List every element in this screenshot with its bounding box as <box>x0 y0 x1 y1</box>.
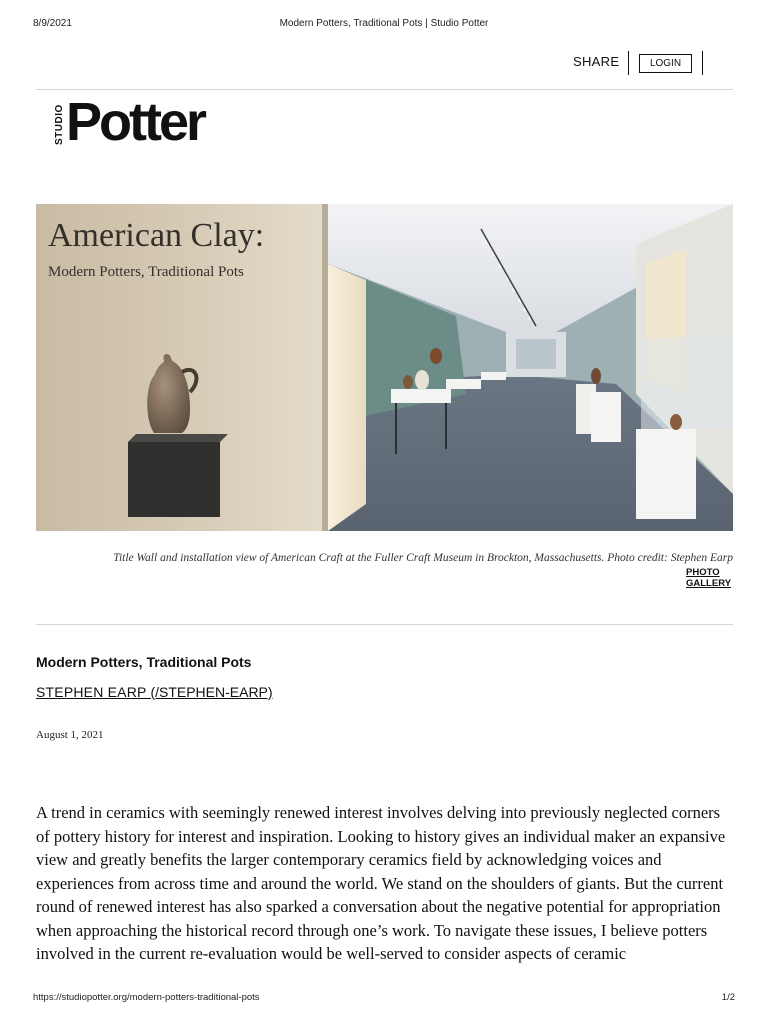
print-footer <box>0 992 768 1006</box>
author-slug: (/STEPHEN-EARP) <box>150 684 273 700</box>
gallery-line-1: PHOTO <box>686 567 720 578</box>
print-date: 8/9/2021 <box>33 18 72 29</box>
print-page-number: 1/2 <box>721 992 735 1003</box>
author-name: STEPHEN EARP <box>36 684 147 700</box>
hero-image <box>36 204 733 531</box>
logo-studio-text: STUDIO <box>54 104 65 146</box>
author-link[interactable] <box>36 684 273 700</box>
article-title: Modern Potters, Traditional Pots <box>36 654 252 670</box>
photo-gallery-link[interactable] <box>686 567 731 589</box>
gallery-line-2: GALLERY <box>686 578 732 589</box>
divider-right <box>702 51 703 75</box>
section-divider <box>36 624 733 625</box>
gallery-photo <box>36 204 733 531</box>
print-url: https://studiopotter.org/modern-potters-traditional-pots <box>33 992 260 1003</box>
studio-potter-logo[interactable] <box>54 92 234 155</box>
print-header <box>0 18 768 32</box>
photo-caption: Title Wall and installation view of American Craft at the Fuller Craft Museum in Brockton, Massachusetts. Photo credit: Stephen Earp <box>113 552 733 564</box>
share-button[interactable]: SHARE <box>573 54 620 69</box>
publish-date: August 1, 2021 <box>36 729 104 741</box>
divider-left <box>628 51 629 75</box>
print-title: Modern Potters, Traditional Pots | Studio Potter <box>279 18 489 29</box>
login-button[interactable]: LOGIN <box>639 54 692 73</box>
article-body: A trend in ceramics with seemingly renewed interest involves delving into previously neglected corners of pottery history for interest and inspiration. Looking to history gives an individual maker an expansive view and greatly benefits the larger contemporary ceramics field by acknowledging voices and experiences from across time and around the world. We stand on the shoulders of giants. But the current round of renewed interest has also sparked a conversation about the negative potential for appropriation when approaching the historical record through one’s work. To navigate these issues, I believe potters involved in the current re-evaluation would be well-served to consider aspects of ceramic <box>36 803 726 963</box>
wall-title: American Clay: <box>48 217 265 254</box>
logo-potter-text: Potter <box>66 92 205 152</box>
wall-subtitle: Modern Potters, Traditional Pots <box>48 264 244 280</box>
top-bar <box>36 50 733 90</box>
